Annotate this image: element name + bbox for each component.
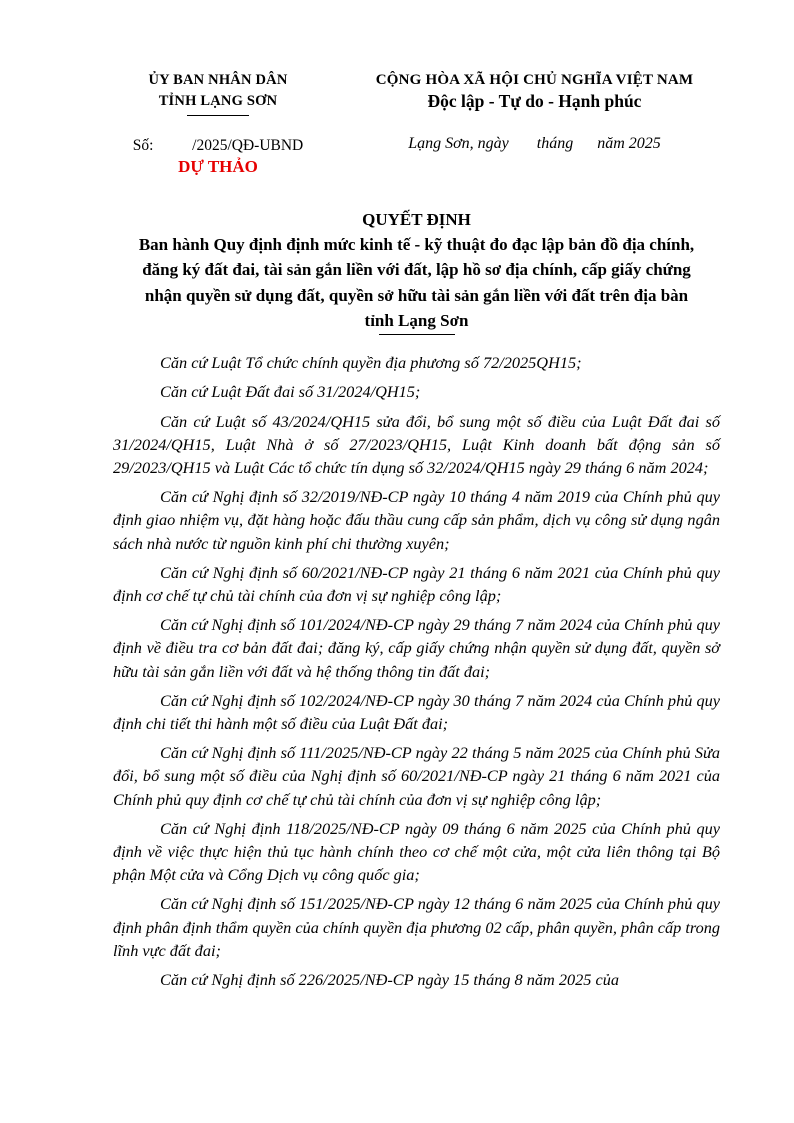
place-and-date-line: Lạng Sơn, ngày tháng năm 2025 <box>408 135 661 152</box>
legal-basis-paragraph: Căn cứ Nghị định số 151/2025/NĐ-CP ngày 12 tháng 6 năm 2025 của Chính phủ quy định phân định thẩm quyền của chính quyền địa phương 02 cấp, phân quyền, phân cấp trong lĩnh vực đất đai; <box>113 894 720 960</box>
decision-title-block <box>113 207 720 335</box>
legal-basis-paragraph: Căn cứ Luật Đất đai số 31/2024/QH15; <box>160 382 421 402</box>
national-motto-block <box>349 70 720 155</box>
legal-basis-paragraph: Căn cứ Nghị định số 32/2019/NĐ-CP ngày 10 tháng 4 năm 2019 của Chính phủ quy định giao nhiệm vụ, đặt hàng hoặc đấu thầu cung cấp sản phẩm, dịch vụ công sử dụng ngân sách nhà nước từ nguồn kinh phí chi thường xuyên; <box>113 487 720 553</box>
document-number: Số: /2025/QĐ-UBND <box>132 137 304 154</box>
decision-title-line: Ban hành Quy định định mức kinh tế - kỹ thuật đo đạc lập bản đồ địa chính, <box>138 235 695 254</box>
national-motto: Độc lập - Tự do - Hạnh phúc <box>427 91 642 111</box>
document-header <box>113 70 720 177</box>
draft-watermark-label: DỰ THẢO <box>178 157 258 176</box>
legal-basis-paragraph: Căn cứ Nghị định số 111/2025/NĐ-CP ngày 22 tháng 5 năm 2025 của Chính phủ Sửa đổi, bổ sung một số điều của Nghị định số 60/2021/NĐ-CP ngày 21 tháng 6 năm 2021 của Chính phủ quy định cơ chế tự chủ tài chính của đơn vị sự nghiệp công lập; <box>113 743 720 809</box>
authority-underline <box>187 115 249 116</box>
document-body <box>113 351 720 991</box>
legal-basis-paragraph: Căn cứ Nghị định số 102/2024/NĐ-CP ngày 30 tháng 7 năm 2024 của Chính phủ quy định chi tiết thi hành một số điều của Luật Đất đai; <box>113 690 720 734</box>
legal-basis-paragraph: Căn cứ Luật số 43/2024/QH15 sửa đổi, bổ sung một số điều của Luật Đất đai số 31/2024/QH15, Luật Nhà ở số 27/2023/QH15, Luật Kinh doanh bất động sản số 29/2023/QH15 và Luật Các tổ chức tín dụng số 32/2024/QH15 ngày 29 tháng 6 năm 2024; <box>113 411 720 477</box>
authority-name-line2: TỈNH LẠNG SƠN <box>158 93 278 109</box>
decision-title-line: đăng ký đất đai, tài sản gắn liền với đất, lập hồ sơ địa chính, cấp giấy chứng <box>142 260 691 280</box>
issuing-authority-block <box>113 70 323 177</box>
legal-basis-paragraph: Căn cứ Nghị định số 60/2021/NĐ-CP ngày 21 tháng 6 năm 2021 của Chính phủ quy định cơ chế tự chủ tài chính của đơn vị sự nghiệp công lập; <box>113 562 720 606</box>
title-underline <box>379 334 455 335</box>
decision-title-line: tỉnh Lạng Sơn <box>364 310 469 330</box>
legal-basis-paragraph: Căn cứ Nghị định số 101/2024/NĐ-CP ngày 29 tháng 7 năm 2024 của Chính phủ quy định về điều tra cơ bản đất đai; đăng ký, cấp giấy chứng nhận quyền sử dụng đất, quyền sở hữu tài sản gắn liền với đất và hệ thống thông tin đất đai; <box>113 615 720 681</box>
legal-basis-paragraph: Căn cứ Nghị định số 226/2025/NĐ-CP ngày 15 tháng 8 năm 2025 của <box>160 970 620 990</box>
authority-name-line1: ỦY BAN NHÂN DÂN <box>148 72 288 88</box>
legal-basis-paragraph: Căn cứ Luật Tổ chức chính quyền địa phương số 72/2025QH15; <box>160 353 582 373</box>
legal-basis-paragraph: Căn cứ Nghị định 118/2025/NĐ-CP ngày 09 tháng 6 năm 2025 của Chính phủ quy định về việc thực hiện thủ tục hành chính theo cơ chế một cửa, một cửa liên thông tại Bộ phận Một cửa và Cổng Dịch vụ công quốc gia; <box>113 818 720 885</box>
decision-title-line: nhận quyền sử dụng đất, quyền sở hữu tài sản gắn liền với đất trên địa bàn <box>144 285 689 305</box>
national-title: CỘNG HÒA XÃ HỘI CHỦ NGHĨA VIỆT NAM <box>375 72 694 88</box>
decision-heading: QUYẾT ĐỊNH <box>362 210 471 229</box>
